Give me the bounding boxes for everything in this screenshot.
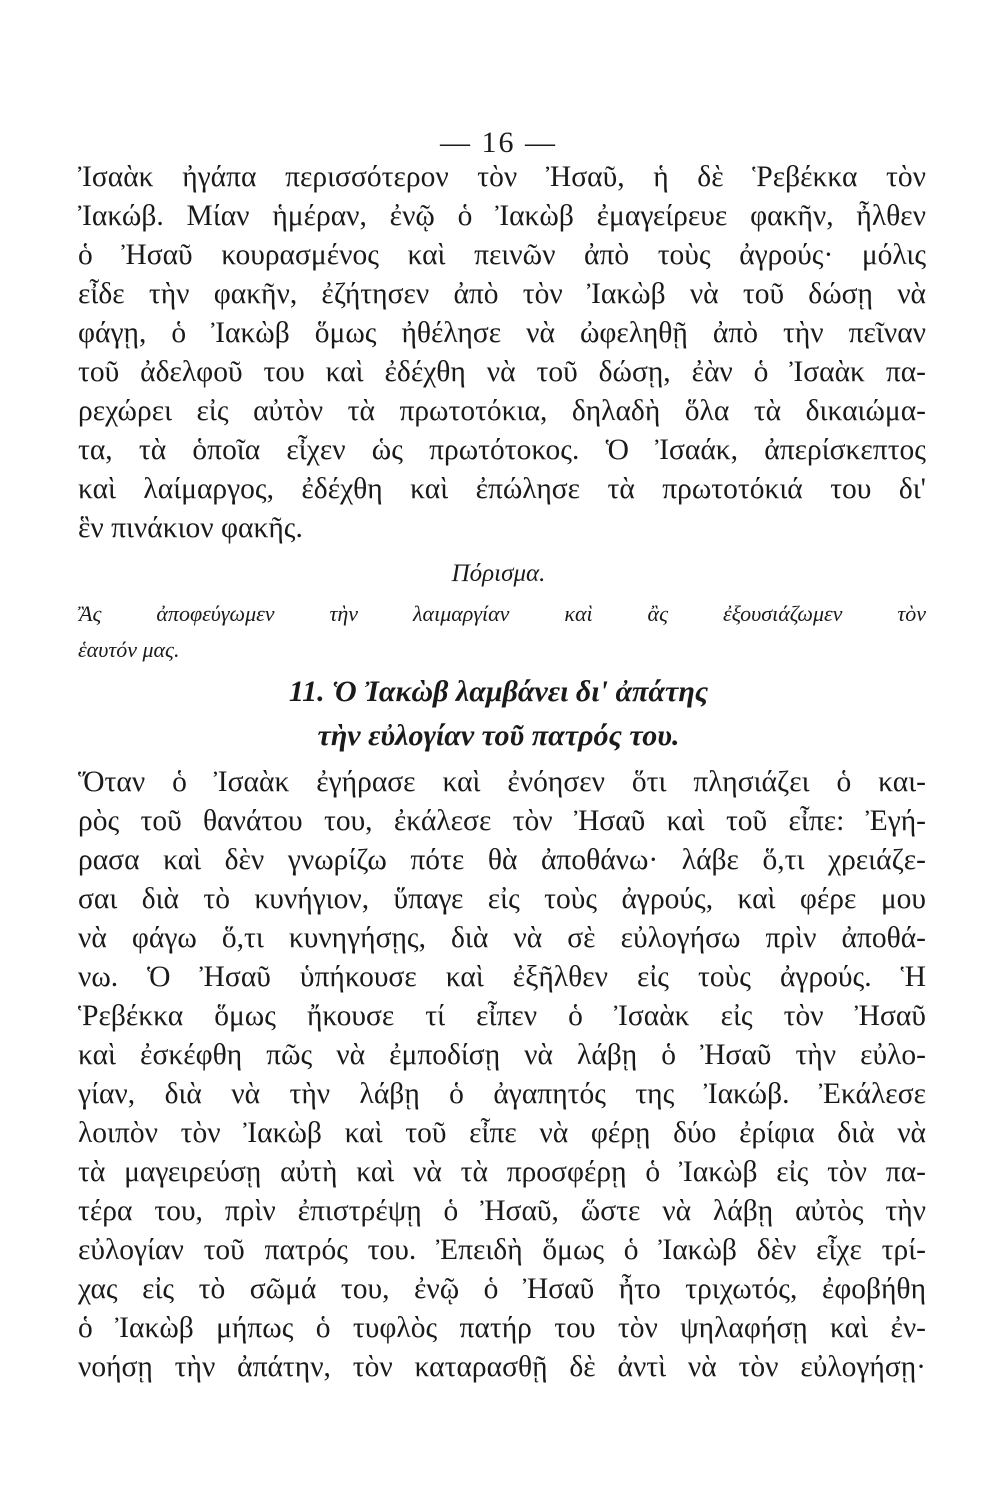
- text-line: χας εἰς τὸ σῶμά του, ἐνῷ ὁ Ἠσαῦ ἦτο τριχωτός, ἐφοβήθη: [78, 1273, 926, 1305]
- text-line: Ὅταν ὁ Ἰσαὰκ ἐγήρασε καὶ ἐνόησεν ὅτι πλησιάζει ὁ και-: [78, 766, 926, 798]
- paragraph-esau-sells-birthright: [78, 158, 926, 548]
- page-number: — 16 —: [440, 126, 557, 159]
- text-line: Ἰακώβ. Μίαν ἡμέραν, ἐνῷ ὁ Ἰακὼβ ἐμαγείρευε φακῆν, ἦλθεν: [78, 200, 926, 232]
- text-line: ρὸς τοῦ θανάτου του, ἐκάλεσε τὸν Ἠσαῦ καὶ τοῦ εἶπε: Ἐγή-: [78, 805, 926, 837]
- text-line: τέρα του, πρὶν ἐπιστρέψῃ ὁ Ἠσαῦ, ὥστε νὰ λάβῃ αὐτὸς τὴν: [78, 1195, 926, 1227]
- section-title-continued: τὴν εὐλογίαν τοῦ πατρός του.: [317, 719, 680, 752]
- text-line: σαι διὰ τὸ κυνήγιον, ὕπαγε εἰς τοὺς ἀγρούς, καὶ φέρε μου: [78, 883, 926, 915]
- text-line: εἶδε τὴν φακῆν, ἐζήτησεν ἀπὸ τὸν Ἰακὼβ νὰ τοῦ δώσῃ νὰ: [78, 278, 926, 310]
- text-line: ὁ Ἠσαῦ κουρασμένος καὶ πεινῶν ἀπὸ τοὺς ἀγρούς· μόλις: [78, 239, 926, 271]
- text-line: τὰ μαγειρεύσῃ αὐτὴ καὶ νὰ τὰ προσφέρῃ ὁ Ἰακὼβ εἰς τὸν πα-: [78, 1156, 926, 1188]
- text-line: νοήσῃ τὴν ἀπάτην, τὸν καταρασθῇ δὲ ἀντὶ νὰ τὸν εὐλογήσῃ·: [78, 1351, 926, 1383]
- text-line: φάγῃ, ὁ Ἰακὼβ ὅμως ἠθέλησε νὰ ὠφεληθῇ ἀπὸ τὴν πεῖναν: [78, 317, 926, 349]
- text-line: Ἰσαὰκ ἠγάπα περισσότερον τὸν Ἠσαῦ, ἡ δὲ Ῥεβέκκα τὸν: [78, 161, 926, 193]
- text-line: γίαν, διὰ νὰ τὴν λάβῃ ὁ ἀγαπητός της Ἰακώβ. Ἐκάλεσε: [78, 1078, 926, 1110]
- text-line: ρεχώρει εἰς αὐτὸν τὰ πρωτοτόκια, δηλαδὴ ὅλα τὰ δικαιώμα-: [78, 395, 926, 427]
- text-line: Ῥεβέκκα ὅμως ἤκουσε τί εἶπεν ὁ Ἰσαὰκ εἰς τὸν Ἠσαῦ: [78, 1000, 926, 1032]
- text-line: ρασα καὶ δὲν γνωρίζω πότε θὰ ἀποθάνω· λάβε ὅ,τι χρειάζε-: [78, 844, 926, 876]
- text-line: καὶ ἐσκέφθη πῶς νὰ ἐμποδίσῃ νὰ λάβῃ ὁ Ἠσαῦ τὴν εὐλο-: [78, 1039, 926, 1071]
- text-line: τα, τὰ ὁποῖα εἶχεν ὡς πρωτότοκος. Ὁ Ἰσαάκ, ἀπερίσκεπτος: [78, 434, 926, 466]
- text-line: λοιπὸν τὸν Ἰακὼβ καὶ τοῦ εἶπε νὰ φέρῃ δύο ἐρίφια διὰ νὰ: [78, 1117, 926, 1149]
- corollary-heading: Πόρισμα.: [451, 560, 546, 587]
- corollary-text: [78, 596, 926, 668]
- section-title: 11. Ὁ Ἰακὼβ λαμβάνει δι' ἀπάτης: [288, 675, 709, 708]
- text-line: καὶ λαίμαργος, ἐδέχθη καὶ ἐπώλησε τὰ πρωτοτόκιά του δι': [78, 473, 926, 505]
- text-line: νω. Ὁ Ἠσαῦ ὑπήκουσε καὶ ἐξῆλθεν εἰς τοὺς ἀγρούς. Ἡ: [78, 961, 926, 993]
- text-line: ὁ Ἰακὼβ μήπως ὁ τυφλὸς πατήρ του τὸν ψηλαφήσῃ καὶ ἐν-: [78, 1312, 926, 1344]
- text-line: ἑαυτόν μας.: [78, 637, 180, 662]
- text-line: Ἂς ἀποφεύγωμεν τὴν λαιμαργίαν καὶ ἂς ἐξουσιάζωμεν τὸν: [78, 601, 926, 626]
- text-line: τοῦ ἀδελφοῦ του καὶ ἐδέχθη νὰ τοῦ δώσῃ, ἐὰν ὁ Ἰσαὰκ πα-: [78, 356, 926, 388]
- paragraph-jacob-blessing: [78, 763, 926, 1387]
- text-line: εὐλογίαν τοῦ πατρός του. Ἐπειδὴ ὅμως ὁ Ἰακὼβ δὲν εἶχε τρί-: [78, 1234, 926, 1266]
- text-line: νὰ φάγω ὅ,τι κυνηγήσῃς, διὰ νὰ σὲ εὐλογήσω πρὶν ἀποθά-: [78, 922, 926, 954]
- text-line: ἓν πινάκιον φακῆς.: [78, 512, 303, 544]
